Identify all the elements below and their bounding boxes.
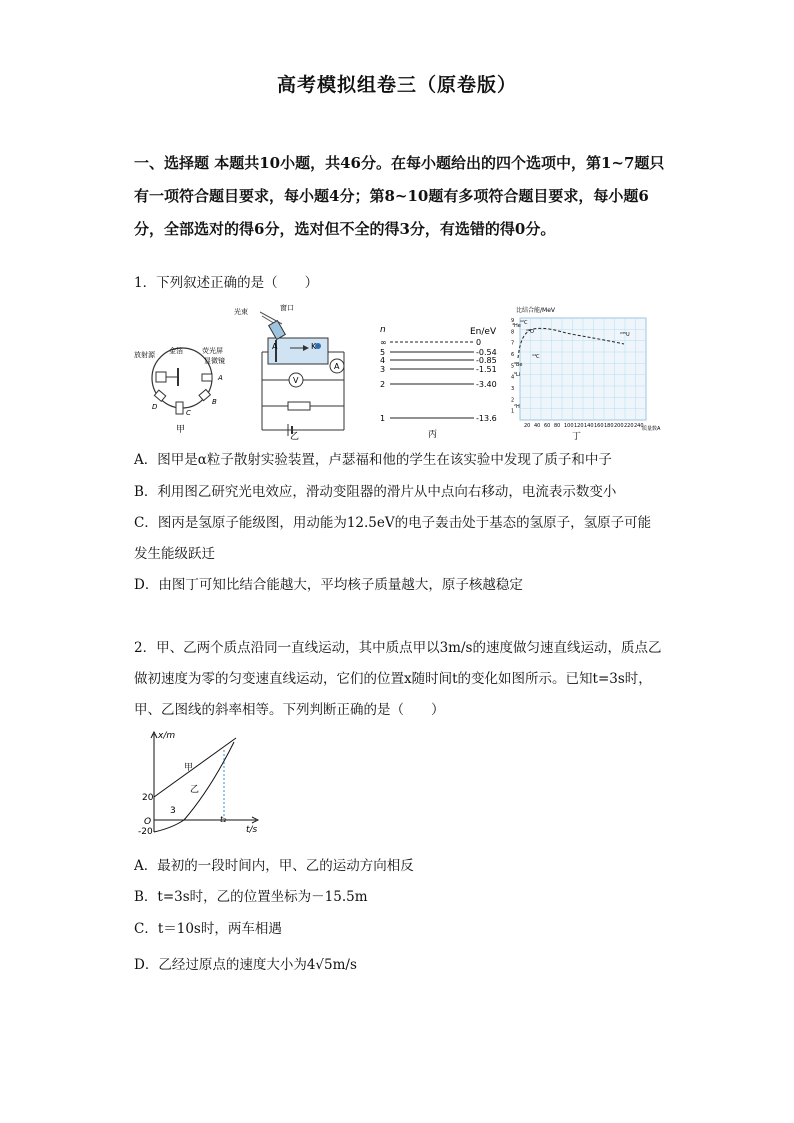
label-window: 窗口 <box>280 304 294 312</box>
energy-level-n: 2 <box>380 380 386 389</box>
caption-bing: 丙 <box>428 430 438 440</box>
ding-xtick: 180 <box>604 423 614 429</box>
figure-bing <box>366 322 506 440</box>
nuclide-h2: ²H <box>514 404 520 410</box>
rheostat <box>288 402 310 410</box>
page-title: 高考模拟组卷三（原卷版） <box>276 74 517 96</box>
q1-option-b[interactable]: B．利用图乙研究光电效应，滑动变阻器的滑片从中点向右移动，电流表示数变小 <box>134 484 617 500</box>
ding-ytick: 5 <box>511 363 515 370</box>
ding-xtick: 60 <box>544 423 551 429</box>
ding-xtick: 40 <box>534 423 541 429</box>
ding-ytick: 7 <box>511 340 515 347</box>
label-a: A <box>218 374 223 382</box>
ding-xtick: 120 <box>574 423 584 429</box>
nuclide-c14: ¹⁴C <box>532 354 540 360</box>
energy-level-e: -0.85 <box>476 356 497 365</box>
label-yi: 乙 <box>190 785 200 795</box>
label-c: C <box>186 409 191 417</box>
energy-level-n: ∞ <box>380 338 387 347</box>
ding-ytick: 4 <box>511 374 515 381</box>
label-energy: En/eV <box>470 327 497 337</box>
figure-jia <box>134 320 229 435</box>
nuclide-be9: ⁹Be <box>514 362 523 368</box>
energy-level-e: -3.40 <box>476 380 497 389</box>
q1-option-c[interactable]: C．图丙是氢原子能级图，用动能为12.5eV的电子轰击处于基态的氢原子，氢原子可能 <box>134 515 652 531</box>
label-source: 放射源 <box>134 351 155 359</box>
label-b: B <box>212 398 217 406</box>
label-n: n <box>380 325 386 335</box>
nuclide-o16: ¹⁶O <box>526 329 534 335</box>
source-box <box>156 372 166 382</box>
ding-ylabel: 比结合能/MeV <box>516 307 555 314</box>
label-foil: 金箔 <box>169 347 183 355</box>
graph-ylabel: x/m <box>158 731 176 741</box>
ding-ytick: 1 <box>511 408 515 415</box>
ding-ytick: 2 <box>511 397 515 404</box>
energy-level-n: 3 <box>380 365 386 374</box>
label-jia: 甲 <box>184 763 194 773</box>
q1-option-d[interactable]: D．由图丁可知比结合能越大，平均核子质量越大，原子核越稳定 <box>134 577 523 593</box>
label-anode: A <box>272 342 278 351</box>
q2-option-c[interactable]: C．t＝10s时，两车相遇 <box>134 921 282 937</box>
energy-level-n: 1 <box>380 414 386 423</box>
label-cathode: K <box>311 342 317 351</box>
figure-ding <box>506 300 666 440</box>
graph-xlabel: t/s <box>246 825 258 835</box>
ding-xtick: 160 <box>594 423 604 429</box>
ding-xtick: 80 <box>554 423 561 429</box>
tick-yneg20: -20 <box>138 827 153 837</box>
ding-xlabel: 质量数A <box>642 426 661 432</box>
label-ammeter: A <box>334 362 340 371</box>
q2-stem: 2．甲、乙两个质点沿同一直线运动，其中质点甲以3m/s的速度做匀速直线运动，质点乙做初速度为零的匀变速直线运动，它们的位置x随时间t的变化如图所示。已知t=3s时，甲、乙图线的斜率相等。下列判断正确的是（ ） <box>134 640 662 718</box>
microscope-c <box>176 402 183 414</box>
q2-option-a[interactable]: A．最初的一段时间内，甲、乙的运动方向相反 <box>134 858 414 874</box>
caption-yi: 乙 <box>290 432 300 440</box>
microscope-d <box>154 390 165 401</box>
label-voltmeter: V <box>293 376 299 385</box>
figure-yi <box>232 302 362 440</box>
energy-level-n: 4 <box>380 356 386 365</box>
label-beam: 光束 <box>234 308 248 316</box>
label-microscope: 显微镜 <box>204 357 225 365</box>
ding-xtick: 20 <box>524 423 531 429</box>
ding-xtick: 200 <box>614 423 624 429</box>
section-intro: 一、选择题 本题共10小题，共46分。在每小题给出的四个选项中，第1~7题只有一项符合题目要求，每小题4分；第8~10题有多项符合题目要求，每小题6分，全部选对的得6分，选对但不全的得3分，有选错的得0分。 <box>134 154 665 238</box>
ding-ytick: 6 <box>511 352 515 358</box>
nuclide-c12: ¹²C <box>520 320 528 326</box>
ding-xtick: 240 <box>634 423 644 429</box>
energy-level-e: -0.54 <box>476 348 497 357</box>
nuclide-li6: ⁶Li <box>514 372 521 378</box>
q2-option-d[interactable]: D．乙经过原点的速度大小为4√5m/s <box>134 957 357 973</box>
nuclide-u235: ²³⁵U <box>620 332 630 338</box>
caption-jia: 甲 <box>176 425 186 435</box>
nuclide-he4: ⁴He <box>512 323 521 329</box>
microscope-a <box>202 374 212 381</box>
ding-ytick: 3 <box>511 386 515 392</box>
q2-graph <box>136 728 266 840</box>
q1-option-c-cont: 发生能级跃迁 <box>134 546 215 562</box>
q2-option-b[interactable]: B．t=3s时，乙的位置坐标为－15.5m <box>134 889 368 905</box>
label-screen: 荧光屏 <box>202 347 223 355</box>
q1-option-a[interactable]: A．图甲是α粒子散射实验装置，卢瑟福和他的学生在该实验中发现了质子和中子 <box>134 452 612 468</box>
energy-level-e: 0 <box>476 338 482 347</box>
ding-xtick: 220 <box>624 423 634 429</box>
ding-xtick: 140 <box>584 423 594 429</box>
ding-ytick: 8 <box>511 329 515 336</box>
caption-ding: 丁 <box>572 432 582 440</box>
ding-xtick: 100 <box>564 423 574 429</box>
ding-ytick: 9 <box>511 318 515 324</box>
tick-x3: 3 <box>170 806 176 816</box>
energy-level-e: -13.6 <box>476 414 497 423</box>
q1-stem: 1．下列叙述正确的是（ ） <box>134 275 319 291</box>
tick-y20: 20 <box>142 793 154 803</box>
energy-level-n: 5 <box>380 348 386 357</box>
label-d: D <box>152 403 158 411</box>
energy-level-e: -1.51 <box>476 365 497 374</box>
tick-t2: t₂ <box>220 815 227 824</box>
tick-origin: O <box>144 817 152 827</box>
